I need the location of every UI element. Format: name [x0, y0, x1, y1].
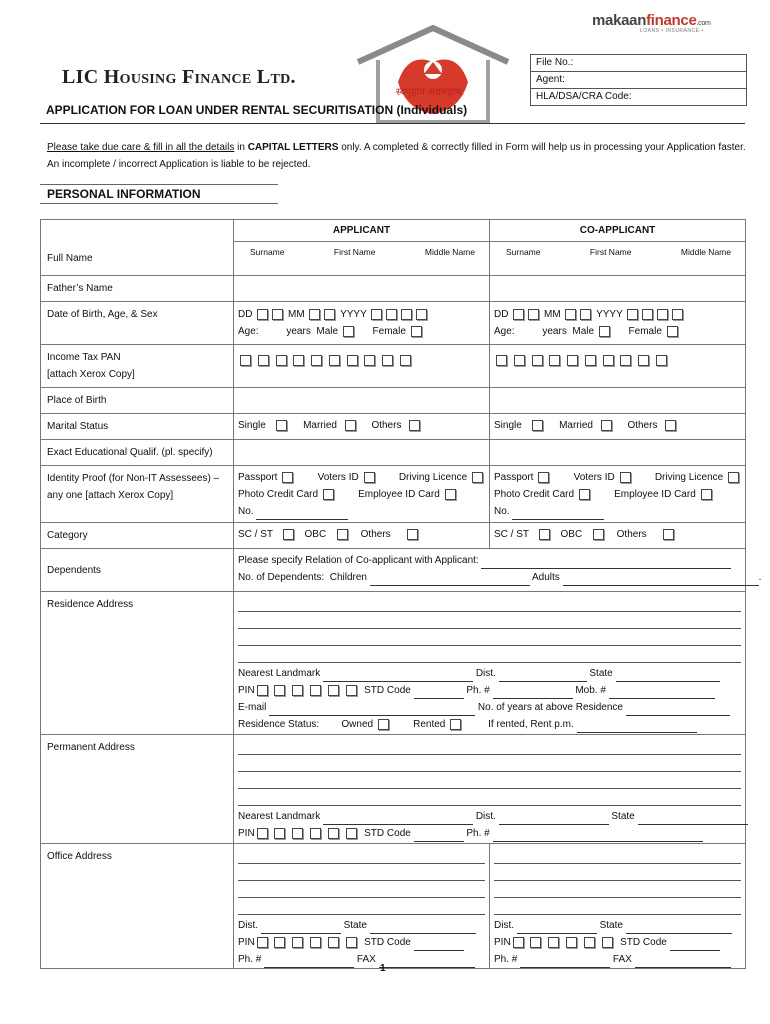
checkbox[interactable]	[310, 685, 321, 696]
checkbox[interactable]	[293, 355, 304, 366]
applicant-header: APPLICANT	[234, 220, 490, 242]
makaan-finance-logo: makaanfinance.com	[592, 12, 711, 29]
checkbox[interactable]	[620, 355, 631, 366]
applicant-office-address[interactable]: Dist. State PIN STD Code Ph. # FAX	[234, 844, 490, 969]
checkbox[interactable]	[416, 309, 427, 320]
blank-line-field[interactable]	[414, 940, 464, 951]
applicant-pob[interactable]	[234, 388, 490, 414]
blank-line-field[interactable]	[269, 705, 475, 716]
checkbox[interactable]	[283, 529, 294, 540]
instructions: Please take due care & fill in all the details in CAPITAL LETTERS only. A completed & correctly filled in Form will help us in processing your Application faster. An incomplete / incorrect Application is liable to be rejected.	[47, 142, 746, 170]
checkbox[interactable]	[345, 420, 356, 431]
checkbox[interactable]	[309, 309, 320, 320]
checkbox[interactable]	[346, 937, 357, 948]
checkbox[interactable]	[409, 420, 420, 431]
brand-tagline: LOANS • INSURANCE •	[640, 28, 704, 34]
full-name-label: Full Name	[41, 220, 234, 276]
checkbox[interactable]	[276, 420, 287, 431]
co-applicant-dob[interactable]: DD MM YYYY Age: years Male Female	[490, 302, 746, 345]
co-applicant-category[interactable]: SC / ST OBC Others	[490, 523, 746, 549]
co-applicant-full-name[interactable]: Surname First Name Middle Name	[490, 242, 746, 276]
blank-line-field[interactable]	[323, 671, 473, 682]
applicant-marital[interactable]: Single Married Others	[234, 414, 490, 440]
checkbox[interactable]	[337, 529, 348, 540]
checkbox[interactable]	[401, 309, 412, 320]
blank-line-field[interactable]	[512, 509, 604, 520]
checkbox[interactable]	[274, 685, 285, 696]
blank-line-field[interactable]	[238, 755, 741, 772]
checkbox[interactable]	[343, 326, 354, 337]
blank-line-field[interactable]	[481, 558, 731, 569]
checkbox[interactable]	[257, 937, 268, 948]
agent-field[interactable]: Agent:	[531, 72, 746, 89]
residence-address-fields[interactable]: Nearest Landmark Dist. State PIN STD Code Ph. # Mob. # E-mail No. of years at above Residence Residence Status: Owned Rented If rented, Rent p.m.	[234, 592, 746, 735]
checkbox[interactable]	[274, 937, 285, 948]
residence-address-label: Residence Address	[41, 592, 234, 735]
checkbox[interactable]	[472, 472, 483, 483]
blank-line-field[interactable]	[323, 814, 473, 825]
checkbox[interactable]	[539, 529, 550, 540]
pan-label: Income Tax PAN [attach Xerox Copy]	[41, 345, 234, 388]
checkbox[interactable]	[328, 937, 339, 948]
checkbox[interactable]	[593, 529, 604, 540]
checkbox[interactable]	[371, 309, 382, 320]
file-no-field[interactable]: File No.:	[531, 55, 746, 72]
applicant-dob[interactable]: DD MM YYYY Age: years Male Female	[234, 302, 490, 345]
checkbox[interactable]	[538, 472, 549, 483]
checkbox[interactable]	[323, 489, 334, 500]
blank-line-field[interactable]	[626, 705, 730, 716]
blank-line-field[interactable]	[494, 881, 741, 898]
blank-line-field[interactable]	[494, 898, 741, 915]
checkbox[interactable]	[328, 685, 339, 696]
blank-line-field[interactable]	[638, 814, 748, 825]
blank-line-field[interactable]	[370, 923, 476, 934]
blank-line-field[interactable]	[238, 898, 485, 915]
checkbox[interactable]	[513, 937, 524, 948]
checkbox[interactable]	[328, 828, 339, 839]
checkbox[interactable]	[292, 685, 303, 696]
checkbox[interactable]	[549, 355, 560, 366]
checkbox[interactable]	[728, 472, 739, 483]
blank-line-field[interactable]	[238, 864, 485, 881]
blank-line-field[interactable]	[635, 957, 731, 968]
checkbox[interactable]	[382, 355, 393, 366]
checkbox[interactable]	[411, 326, 422, 337]
checkbox[interactable]	[656, 355, 667, 366]
checkbox[interactable]	[292, 937, 303, 948]
checkbox[interactable]	[532, 355, 543, 366]
checkbox[interactable]	[324, 309, 335, 320]
blank-line-field[interactable]	[494, 847, 741, 864]
blank-line-field[interactable]	[238, 738, 741, 755]
blank-line-field[interactable]	[499, 814, 609, 825]
checkbox[interactable]	[514, 355, 525, 366]
checkbox[interactable]	[580, 309, 591, 320]
title-divider	[40, 123, 745, 124]
code-field[interactable]: HLA/DSA/CRA Code:	[536, 91, 632, 102]
blank-line-field[interactable]	[609, 688, 715, 699]
applicant-pan-boxes[interactable]	[234, 345, 490, 388]
checkbox[interactable]	[620, 472, 631, 483]
permanent-address-label: Permanent Address	[41, 735, 234, 844]
blank-line-field[interactable]	[261, 923, 341, 934]
co-applicant-father-name[interactable]	[490, 276, 746, 302]
checkbox[interactable]	[311, 355, 322, 366]
father-name-label: Father’s Name	[41, 276, 234, 302]
section-title: PERSONAL INFORMATION	[47, 187, 201, 201]
checkbox[interactable]	[663, 529, 674, 540]
form-title: APPLICATION FOR LOAN UNDER RENTAL SECURITISATION (Individuals)	[46, 103, 468, 117]
checkbox[interactable]	[602, 937, 613, 948]
section-rule-top	[40, 184, 278, 185]
co-applicant-pob[interactable]	[490, 388, 746, 414]
blank-line-field[interactable]	[626, 923, 732, 934]
checkbox[interactable]	[257, 828, 268, 839]
checkbox[interactable]	[567, 355, 578, 366]
education-label: Exact Educational Qualif. (pl. specify)	[41, 440, 234, 466]
checkbox[interactable]	[496, 355, 507, 366]
checkbox[interactable]	[657, 309, 668, 320]
checkbox[interactable]	[310, 937, 321, 948]
section-rule-bottom	[40, 203, 278, 204]
pob-label: Place of Birth	[41, 388, 234, 414]
checkbox[interactable]	[672, 309, 683, 320]
checkbox[interactable]	[667, 326, 678, 337]
blank-line-field[interactable]	[238, 847, 485, 864]
blank-line-field[interactable]	[414, 688, 464, 699]
co-applicant-office-address[interactable]: Dist. State PIN STD Code Ph. # FAX	[490, 844, 746, 969]
applicant-category[interactable]: SC / ST OBC Others	[234, 523, 490, 549]
checkbox[interactable]	[584, 937, 595, 948]
blank-line-field[interactable]	[238, 881, 485, 898]
checkbox[interactable]	[528, 309, 539, 320]
checkbox[interactable]	[282, 472, 293, 483]
blank-line-field[interactable]	[616, 671, 720, 682]
marital-label: Marital Status	[41, 414, 234, 440]
permanent-address-fields[interactable]: Nearest Landmark Dist. State PIN STD Code Ph. #	[234, 735, 746, 844]
page-number: 1	[380, 963, 386, 974]
blank-line-field[interactable]	[670, 940, 720, 951]
checkbox[interactable]	[601, 420, 612, 431]
checkbox[interactable]	[599, 326, 610, 337]
blank-line-field[interactable]	[238, 789, 741, 806]
checkbox[interactable]	[310, 828, 321, 839]
checkbox[interactable]	[292, 828, 303, 839]
checkbox[interactable]	[585, 355, 596, 366]
blank-line-field[interactable]	[264, 957, 354, 968]
checkbox[interactable]	[378, 719, 389, 730]
checkbox[interactable]	[548, 937, 559, 948]
checkbox[interactable]	[532, 420, 543, 431]
hindi-tagline: स्वगृहाय अग्रसहाय:	[396, 87, 465, 98]
blank-line-field[interactable]	[256, 509, 348, 520]
office-address-label: Office Address	[41, 844, 234, 969]
checkbox[interactable]	[407, 529, 418, 540]
personal-info-table	[40, 219, 762, 969]
blank-line-field[interactable]	[563, 575, 759, 586]
checkbox[interactable]	[565, 309, 576, 320]
blank-line-field[interactable]	[517, 923, 597, 934]
blank-line-field[interactable]	[493, 831, 703, 842]
checkbox[interactable]	[276, 355, 287, 366]
checkbox[interactable]	[450, 719, 461, 730]
blank-line-field[interactable]	[238, 772, 741, 789]
checkbox[interactable]	[513, 309, 524, 320]
blank-line-field[interactable]	[520, 957, 610, 968]
checkbox[interactable]	[701, 489, 712, 500]
applicant-full-name[interactable]: Surname First Name Middle Name	[234, 242, 490, 276]
checkbox[interactable]	[329, 355, 340, 366]
applicant-father-name[interactable]	[234, 276, 490, 302]
blank-line-field[interactable]	[499, 671, 587, 682]
identity-proof-label: Identity Proof (for Non-IT Assessees) – any one [attach Xerox Copy]	[41, 466, 234, 523]
checkbox[interactable]	[400, 355, 411, 366]
checkbox[interactable]	[364, 472, 375, 483]
checkbox[interactable]	[347, 355, 358, 366]
checkbox[interactable]	[665, 420, 676, 431]
blank-line-field[interactable]	[494, 864, 741, 881]
checkbox[interactable]	[530, 937, 541, 948]
checkbox[interactable]	[346, 828, 357, 839]
co-applicant-pan-boxes[interactable]	[490, 345, 746, 388]
co-applicant-marital[interactable]: Single Married Others	[490, 414, 746, 440]
blank-line-field[interactable]	[379, 957, 475, 968]
company-name: LIC Housing Finance Ltd.	[62, 66, 296, 88]
co-applicant-education[interactable]	[490, 440, 746, 466]
checkbox[interactable]	[258, 355, 269, 366]
blank-line-field[interactable]	[238, 595, 741, 612]
blank-line-field[interactable]	[577, 722, 697, 733]
office-use-box	[530, 54, 747, 106]
checkbox[interactable]	[272, 309, 283, 320]
co-applicant-identity-proof[interactable]: Passport Voters ID Driving Licence Photo Credit Card Employee ID Card No.	[490, 466, 746, 523]
checkbox[interactable]	[240, 355, 251, 366]
blank-line-field[interactable]	[238, 646, 741, 663]
checkbox[interactable]	[386, 309, 397, 320]
checkbox[interactable]	[579, 489, 590, 500]
checkbox[interactable]	[346, 685, 357, 696]
blank-line-field[interactable]	[414, 831, 464, 842]
blank-line-field[interactable]	[370, 575, 530, 586]
applicant-identity-proof[interactable]: Passport Voters ID Driving Licence Photo Credit Card Employee ID Card No.	[234, 466, 490, 523]
blank-line-field[interactable]	[238, 612, 741, 629]
checkbox[interactable]	[642, 309, 653, 320]
checkbox[interactable]	[364, 355, 375, 366]
checkbox[interactable]	[445, 489, 456, 500]
checkbox[interactable]	[627, 309, 638, 320]
blank-line-field[interactable]	[238, 629, 741, 646]
dependents-label: Dependents	[41, 549, 234, 592]
co-applicant-header: CO-APPLICANT	[490, 220, 746, 242]
blank-line-field[interactable]	[493, 688, 573, 699]
applicant-education[interactable]	[234, 440, 490, 466]
category-label: Category	[41, 523, 234, 549]
dob-label: Date of Birth, Age, & Sex	[41, 302, 234, 345]
dependents-fields[interactable]: Please specify Relation of Co-applicant with Applicant: No. of Dependents: Children Adults .	[234, 549, 746, 592]
checkbox[interactable]	[566, 937, 577, 948]
checkbox[interactable]	[603, 355, 614, 366]
checkbox[interactable]	[257, 685, 268, 696]
checkbox[interactable]	[257, 309, 268, 320]
checkbox[interactable]	[274, 828, 285, 839]
checkbox[interactable]	[638, 355, 649, 366]
